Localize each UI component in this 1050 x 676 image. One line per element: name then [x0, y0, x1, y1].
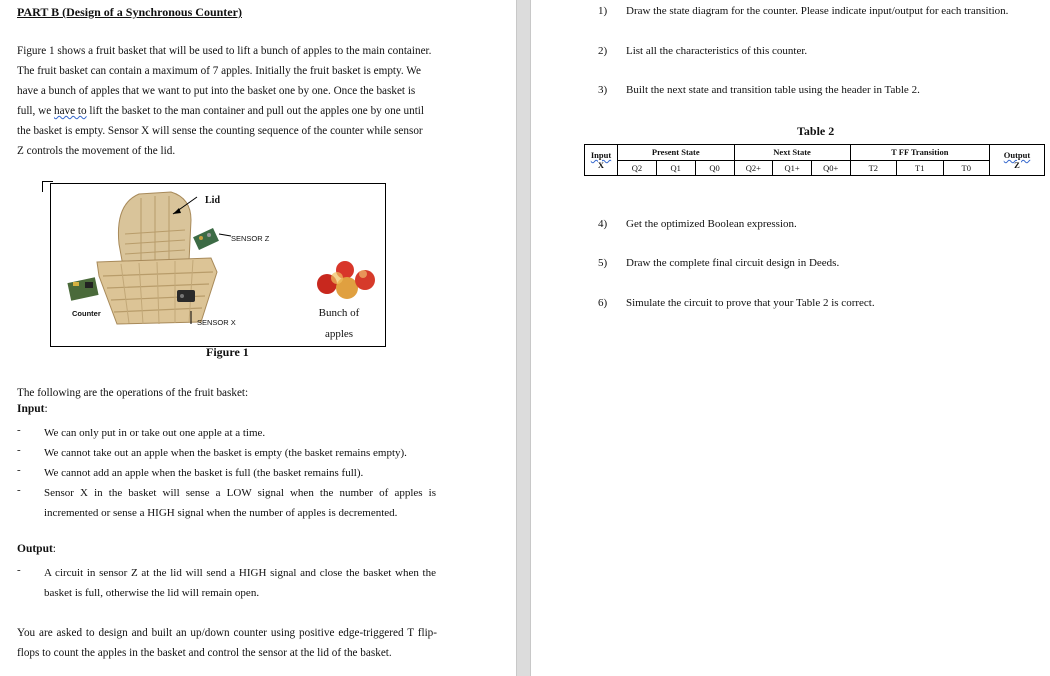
bullet-dash: -	[17, 424, 21, 436]
table-header-next: Next State	[734, 145, 850, 161]
right-page	[531, 0, 1050, 676]
question-number: 4)	[598, 218, 608, 230]
intro-line-4-pre: full, we	[17, 105, 54, 117]
question-text: Draw the complete final circuit design in Deeds.	[626, 257, 840, 269]
figure-caption: Figure 1	[206, 345, 249, 359]
lid-label: Lid	[205, 195, 221, 206]
question-text: Built the next state and transition table using the header in Table 2.	[626, 84, 920, 96]
intro-line-4-post: lift the basket to the man container and pull out the apples one by one until	[86, 105, 425, 117]
output-item: A circuit in sensor Z at the lid will send a HIGH signal and close the basket when the basket is full, otherwise the lid will remain open.	[44, 567, 436, 599]
next-col-q1: Q1+	[773, 160, 812, 176]
basket-body	[97, 258, 217, 324]
intro-line-4	[17, 101, 437, 121]
input-item: We cannot take out an apple when the basket is empty (the basket remains empty).	[44, 447, 407, 459]
question-number: 3)	[598, 84, 608, 96]
question-text: List all the characteristics of this counter.	[626, 45, 808, 57]
apples-label-line-2: apples	[324, 328, 354, 340]
question-number: 6)	[598, 297, 608, 309]
basket-lid	[118, 192, 191, 266]
spelling-flag: have to	[53, 105, 87, 117]
question-number: 2)	[598, 45, 608, 57]
question-text: Draw the state diagram for the counter. Please indicate input/output for each transition.	[626, 5, 1009, 17]
output-label	[17, 543, 56, 555]
present-col-q0: Q0	[695, 160, 734, 176]
output-label-colon: :	[52, 543, 56, 555]
apples-label-line-1: Bunch of	[318, 307, 360, 319]
closing-paragraph: You are asked to design and built an up/down counter using positive edge-triggered T flip-flops to count the apples in the basket and control the sensor at the lid of the basket.	[17, 627, 437, 659]
sensor-z-board	[193, 228, 219, 250]
sensor-x-chip	[177, 290, 195, 302]
output-header-text: Output	[1003, 150, 1031, 160]
state-table	[584, 144, 1045, 176]
question-text: Get the optimized Boolean expression.	[626, 218, 797, 230]
counter-label: Counter	[72, 309, 101, 318]
present-col-q1: Q1	[656, 160, 695, 176]
input-item: We cannot add an apple when the basket is full (the basket remains full).	[44, 467, 364, 479]
next-col-q2: Q2+	[734, 160, 773, 176]
input-header-text: Input	[590, 150, 612, 160]
sensor-z-label: SENSOR Z	[231, 234, 270, 243]
bullet-dash: -	[17, 564, 21, 576]
table-header-input	[585, 145, 618, 176]
intro-line-3: have a bunch of apples that we want to put into the basket one by one. Once the basket is	[17, 85, 416, 97]
table-title: Table 2	[797, 124, 835, 138]
question-number: 1)	[598, 5, 608, 17]
tff-col-t1: T1	[897, 160, 943, 176]
input-label-colon: :	[44, 403, 48, 415]
tff-col-t0: T0	[943, 160, 990, 176]
input-label	[17, 403, 48, 415]
intro-line-6: Z controls the movement of the lid.	[17, 145, 176, 157]
input-label-text: Input	[17, 403, 45, 415]
output-sub-text: Z	[1014, 160, 1020, 170]
sensor-x-label: SENSOR X	[197, 318, 236, 327]
operations-intro: The following are the operations of the fruit basket:	[17, 387, 249, 399]
intro-line-2: The fruit basket can contain a maximum of 7 apples. Initially the fruit basket is empty. We	[17, 65, 421, 77]
intro-line-1: Figure 1 shows a fruit basket that will be used to lift a bunch of apples to the main container.	[17, 45, 432, 57]
question-text: Simulate the circuit to prove that your Table 2 is correct.	[626, 297, 875, 309]
input-sub-text: X	[597, 160, 605, 170]
section-heading: PART B (Design of a Synchronous Counter)	[17, 5, 242, 19]
bullet-dash: -	[17, 484, 21, 496]
question-number: 5)	[598, 257, 608, 269]
table-header-present: Present State	[618, 145, 735, 161]
input-item: Sensor X in the basket will sense a LOW signal when the number of apples is incremented or sense a HIGH signal when the number of apples is decremented.	[44, 487, 436, 519]
page-gutter	[516, 0, 531, 676]
tff-col-t2: T2	[850, 160, 896, 176]
present-col-q2: Q2	[618, 160, 657, 176]
next-col-q0: Q0+	[811, 160, 850, 176]
output-label-text: Output	[17, 543, 53, 555]
intro-line-5: the basket is empty. Sensor X will sense the counting sequence of the counter while sensor	[17, 125, 423, 137]
sensor-z-pointer	[219, 234, 231, 236]
figure-1	[50, 183, 386, 347]
input-item: We can only put in or take out one apple at a time.	[44, 427, 266, 439]
bullet-dash: -	[17, 444, 21, 456]
apples-cluster	[317, 261, 375, 299]
table-header-tff: T FF Transition	[850, 145, 989, 161]
apples-label	[303, 303, 375, 345]
counter-board	[67, 277, 98, 300]
table-header-output	[990, 145, 1045, 176]
bullet-dash: -	[17, 464, 21, 476]
